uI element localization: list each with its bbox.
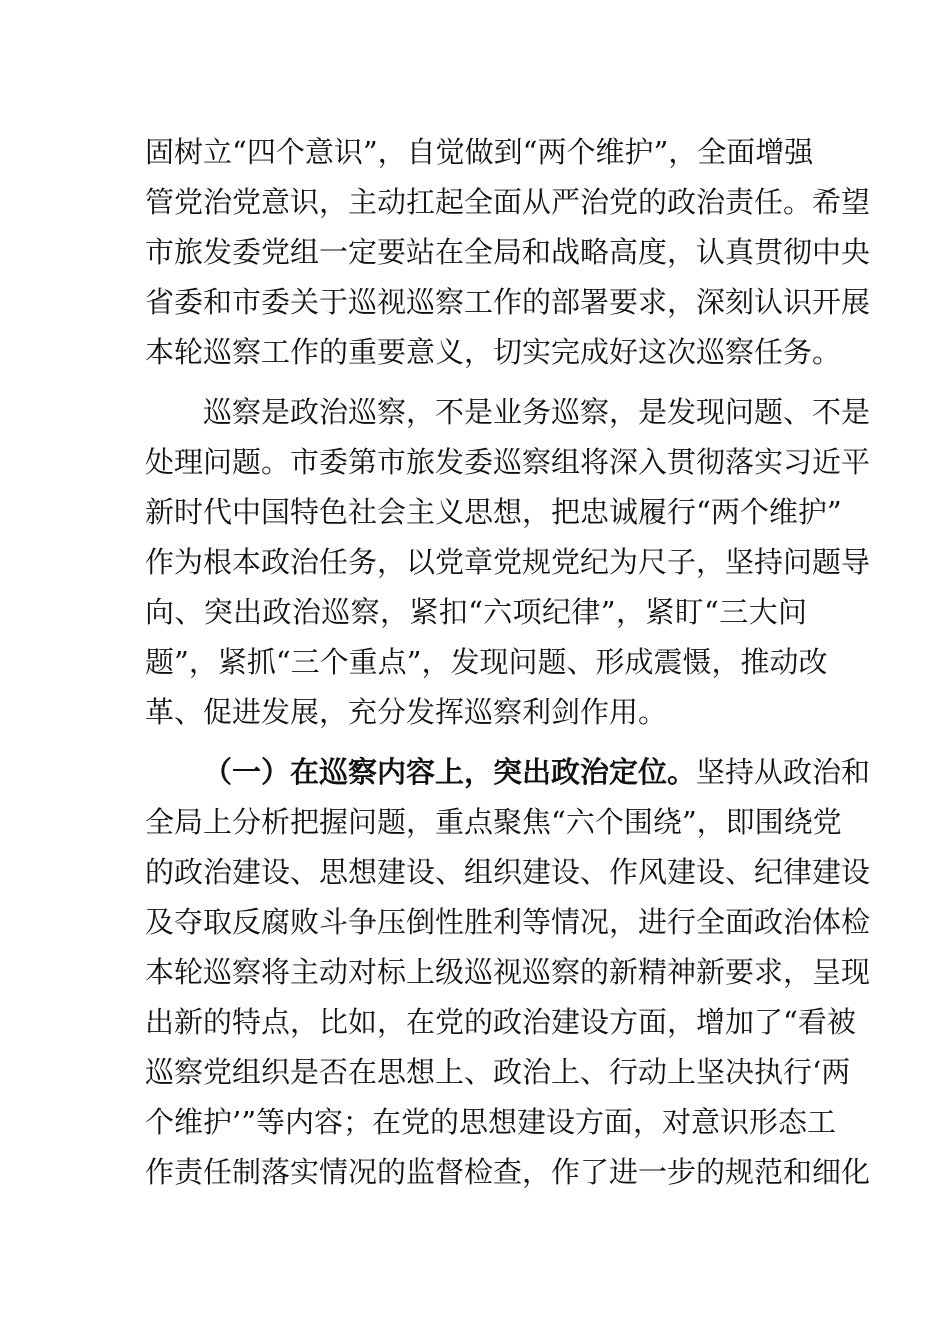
paragraph-1-line-1: 固树立“四个意识”，自觉做到“两个维护”，全面增强 — [145, 135, 814, 169]
paragraph-1-line-4: 省委和市委关于巡视巡察工作的部署要求，深刻认识开展 — [145, 285, 871, 319]
paragraph-3-line-2: 全局上分析把握问题，重点聚焦“六个围绕”，即围绕党 — [145, 805, 842, 839]
paragraph-3-line-4: 及夺取反腐败斗争压倒性胜利等情况，进行全面政治体检 — [145, 905, 871, 939]
paragraph-3-line-7: 巡察党组织是否在思想上、政治上、行动上坚决执行‘两 — [145, 1055, 851, 1089]
paragraph-2-line-3: 新时代中国特色社会主义思想，把忠诚履行“两个维护” — [145, 495, 842, 529]
paragraph-3-line-9: 作责任制落实情况的监督检查，作了进一步的规范和细化 — [145, 1155, 871, 1189]
paragraph-3-line-1 — [203, 754, 871, 790]
paragraph-3-line-8: 个维护’”等内容；在党的思想建设方面，对意识形态工 — [145, 1105, 837, 1139]
paragraph-2-line-7: 革、促进发展，充分发挥巡察利剑作用。 — [145, 695, 668, 729]
section-heading-rest: 坚持从政治和 — [696, 755, 871, 789]
paragraph-2-line-2: 处理问题。市委第市旅发委巡察组将深入贯彻落实习近平 — [145, 445, 871, 479]
paragraph-3-line-5: 本轮巡察将主动对标上级巡视巡察的新精神新要求，呈现 — [145, 955, 871, 989]
paragraph-1-line-2: 管党治党意识，主动扛起全面从严治党的政治责任。希望 — [145, 185, 871, 219]
paragraph-2-line-4: 作为根本政治任务，以党章党规党纪为尺子，坚持问题导 — [145, 545, 871, 579]
section-heading: （一）在巡察内容上，突出政治定位。 — [203, 755, 697, 789]
paragraph-2-line-5: 向、突出政治巡察，紧扣“六项纪律”，紧盯“三大问 — [145, 595, 807, 629]
paragraph-1-line-3: 市旅发委党组一定要站在全局和战略高度，认真贯彻中央 — [145, 235, 871, 269]
paragraph-2-line-6: 题”，紧抓“三个重点”，发现问题、形成震慑，推动改 — [145, 645, 828, 679]
paragraph-3-line-3: 的政治建设、思想建设、组织建设、作风建设、纪律建设 — [145, 855, 871, 889]
paragraph-3-line-6: 出新的特点，比如，在党的政治建设方面，增加了“看被 — [145, 1005, 856, 1039]
paragraph-1-line-5: 本轮巡察工作的重要意义，切实完成好这次巡察任务。 — [145, 335, 842, 369]
paragraph-2-line-1: 巡察是政治巡察，不是业务巡察，是发现问题、不是 — [203, 395, 871, 429]
